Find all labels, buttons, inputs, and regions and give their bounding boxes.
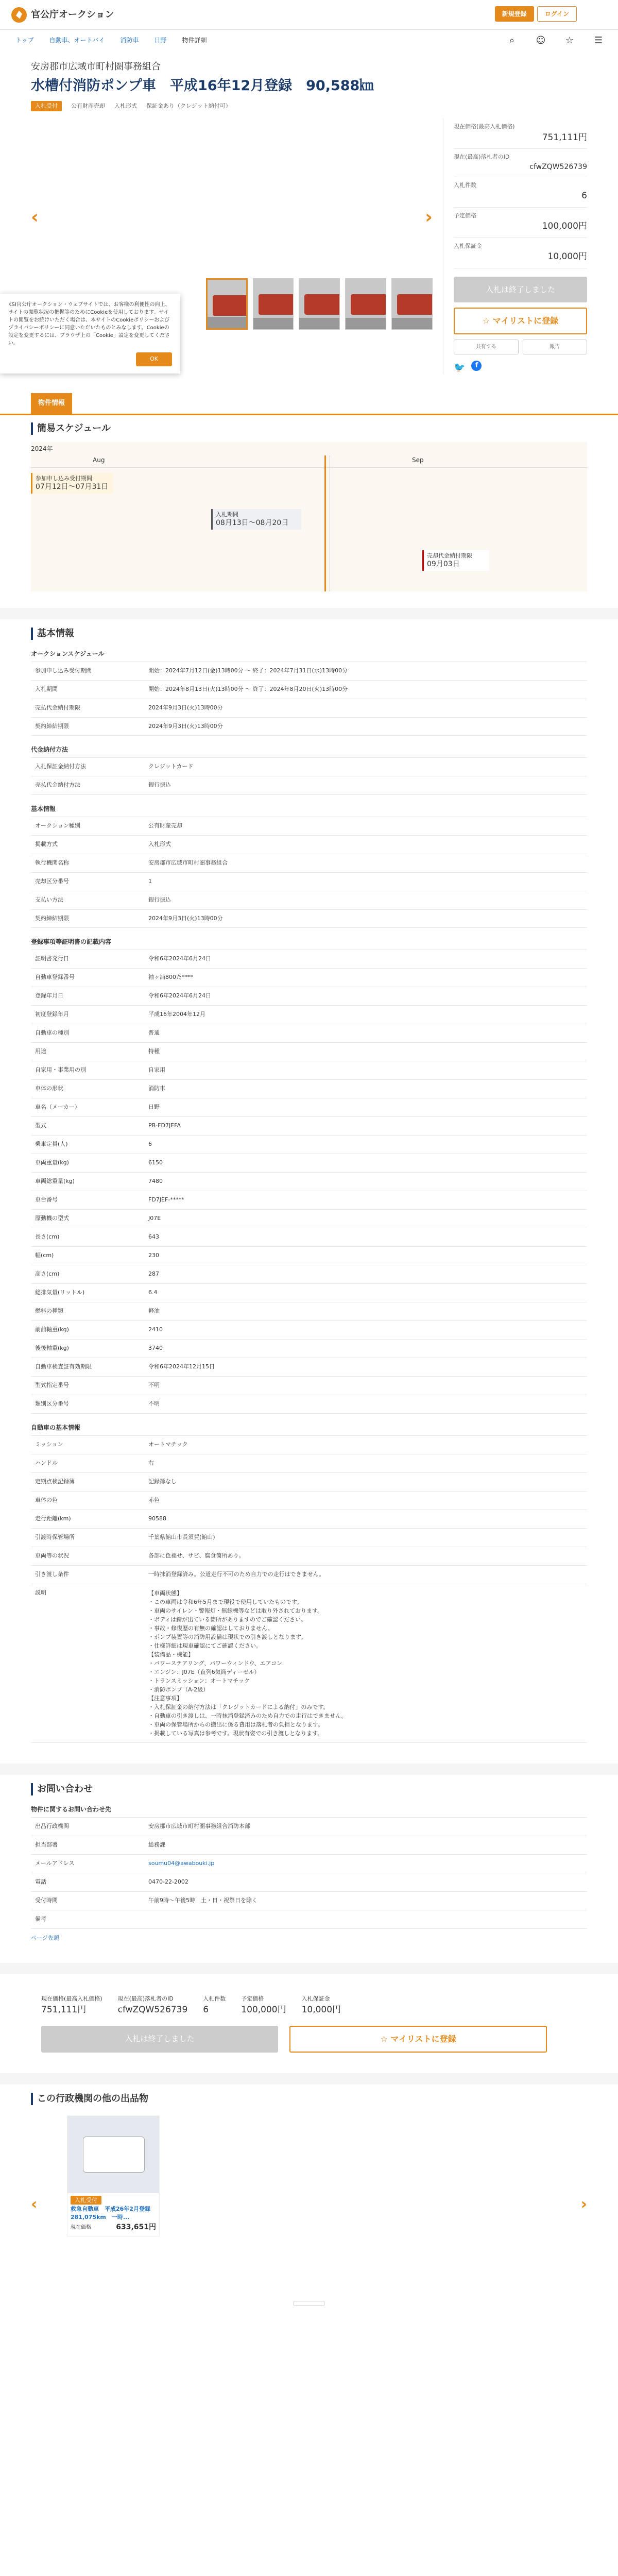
next-arrow-icon[interactable]: ›	[580, 2195, 587, 2214]
prev-arrow-icon[interactable]: ‹	[31, 207, 39, 228]
row-value: FD7JEF-*****	[144, 1191, 587, 1209]
star-icon: ☆	[380, 2034, 391, 2044]
row-value: 記録簿なし	[144, 1473, 587, 1491]
row-key: 原動機の型式	[35, 1215, 69, 1222]
table-row	[31, 1172, 587, 1191]
row-key: メールアドレス	[35, 1860, 75, 1867]
share-button[interactable]: 共有する	[454, 340, 519, 354]
row-key: 型式指定番号	[35, 1382, 69, 1388]
row-key: ミッション	[35, 1440, 63, 1448]
star-icon: ☆	[482, 316, 493, 326]
table-row	[31, 1320, 587, 1339]
row-key: 燃料の種類	[35, 1308, 63, 1314]
table-row	[31, 1191, 587, 1209]
table-row	[31, 662, 587, 680]
month-label: Sep	[412, 456, 424, 464]
schedule-item: 参加申し込み受付期間 07月12日～07月31日	[31, 473, 113, 494]
row-key: 乗車定員(人)	[35, 1141, 68, 1147]
row-key: 執行機関名称	[35, 859, 69, 866]
thumbnail[interactable]	[299, 278, 340, 330]
top-bidder-id: cfwZQW526739	[117, 2004, 188, 2015]
table-row	[31, 1873, 587, 1891]
search-icon[interactable]: ⌕	[509, 35, 515, 46]
login-button[interactable]: ログイン	[537, 6, 577, 22]
table-row	[31, 717, 587, 736]
info-group-heading: 代金納付方法	[31, 746, 68, 753]
table-row	[31, 950, 587, 968]
table-row	[31, 1472, 587, 1491]
auction-type-label: 公有財産売却	[71, 102, 105, 109]
deposit-label: 入札保証金	[454, 242, 482, 249]
row-value: 公有財産売却	[144, 817, 587, 835]
today-marker	[324, 455, 326, 591]
table-row	[31, 1005, 587, 1024]
row-key: 売却区分番号	[35, 877, 69, 885]
contact-table	[31, 1817, 587, 1929]
schedule-year: 2024年	[31, 445, 53, 452]
table-row	[31, 1209, 587, 1228]
table-row	[31, 1302, 587, 1320]
row-value: 令和6年2024年6月24日	[144, 987, 587, 1005]
table-row	[31, 835, 587, 854]
bid-count-value: 6	[581, 191, 587, 201]
row-key: 契約締結期限	[35, 914, 69, 922]
row-value: 3740	[144, 1340, 587, 1358]
table-row	[31, 699, 587, 717]
row-value: 日野	[144, 1098, 587, 1116]
table-row	[31, 1265, 587, 1283]
user-icon[interactable]: ☺	[536, 35, 546, 46]
table-row	[31, 1135, 587, 1154]
row-key: 説明	[35, 1589, 46, 1596]
row-value: 銀行振込	[144, 776, 587, 794]
row-value: 安房郡市広域市町村圏事務組合	[144, 854, 587, 872]
report-button[interactable]: 報告	[523, 340, 588, 354]
row-value: 230	[144, 1247, 587, 1265]
row-value: J07E	[144, 1210, 587, 1228]
table-row	[31, 1528, 587, 1547]
related-item-image	[67, 2116, 159, 2193]
row-value: 2410	[144, 1321, 587, 1339]
row-key: 引渡時保管場所	[35, 1533, 75, 1540]
row-value	[144, 1910, 587, 1928]
thumbnail-strip	[206, 278, 433, 330]
facebook-icon[interactable]: f	[471, 361, 482, 371]
expected-price-value: 100,000円	[542, 221, 587, 231]
row-value: 1	[144, 873, 587, 891]
row-key: 型式	[35, 1122, 46, 1129]
related-item-title: 救急自動車 平成26年2月登録 281,075km 一時...	[71, 2205, 156, 2221]
table-row	[31, 1836, 587, 1854]
table-row	[31, 1435, 587, 1454]
next-arrow-icon[interactable]: ›	[425, 207, 433, 228]
row-key: 参加申し込み受付期間	[35, 667, 92, 674]
expected-price-value: 100,000円	[241, 2004, 286, 2015]
table-row	[31, 1510, 587, 1528]
star-icon[interactable]: ☆	[565, 35, 574, 46]
table-row	[31, 1891, 587, 1910]
table-row	[31, 1547, 587, 1565]
breadcrumb-current: 物件詳細	[182, 37, 207, 44]
row-value: クレジットカード	[144, 758, 587, 776]
row-key: 長さ(cm)	[35, 1233, 60, 1240]
row-value: 消防車	[144, 1080, 587, 1098]
row-key: 出品行政機関	[35, 1823, 69, 1830]
row-key: 初度登録年月	[35, 1011, 69, 1018]
contact-heading: お問い合わせ	[31, 1783, 587, 1795]
row-key: 後後軸重(kg)	[35, 1345, 69, 1351]
related-item-card[interactable]: 入札受付 救急自動車 平成26年2月登録 281,075km 一時... 現在価格 633,651円	[67, 2115, 160, 2236]
top-bidder-label: 現在(最高)落札者のID	[454, 154, 510, 160]
row-value: 不明	[144, 1377, 587, 1395]
twitter-icon[interactable]: 🐦	[454, 362, 466, 373]
table-row	[31, 757, 587, 776]
basic-info-heading: 基本情報	[31, 628, 587, 640]
row-value: 千葉県館山市長須賀(館山)	[144, 1529, 587, 1547]
row-value: 0470-22-2002	[144, 1873, 587, 1891]
row-key: 自動車登録番号	[35, 974, 75, 980]
row-key: 売払代金納付方法	[35, 782, 80, 788]
site-name: 官公庁オークション	[31, 9, 114, 20]
table-row	[31, 1283, 587, 1302]
cookie-text: KSI官公庁オークション・ウェブサイトでは、お客様の利便性の向上、サイトの閲覧状況の把握等のためにCookieを使用しております。サイトの閲覧をお続けいただく場合は、本サイトのCookieポリシーおよびプライバシーポリシーに同意いただいたものとみなします。Cookieの設定を変更するには、ブラウザ上の「Cookie」設定を変更してください。	[8, 302, 170, 346]
table-row	[31, 872, 587, 891]
row-value: 2024年9月3日(火)13時00分	[144, 699, 587, 717]
bid-count-value: 6	[203, 2004, 209, 2015]
row-key: 車両等の状況	[35, 1552, 69, 1559]
current-price-value: 751,111円	[542, 132, 587, 143]
organization-name: 安房郡市広域市町村圏事務組合	[31, 61, 161, 72]
row-value: 入札形式	[144, 836, 587, 854]
breadcrumb-item[interactable]: トップ	[15, 37, 34, 44]
top-bidder-id: cfwZQW526739	[529, 162, 587, 171]
row-value: 令和6年2024年6月24日	[144, 950, 587, 968]
row-key: 類別区分番号	[35, 1400, 69, 1407]
deposit-value: 10,000円	[301, 2004, 341, 2015]
deposit-value: 10,000円	[547, 251, 587, 262]
table-row	[31, 1116, 587, 1135]
row-value: 6	[144, 1136, 587, 1154]
table-row	[31, 1154, 587, 1172]
row-key: 登録年月日	[35, 992, 63, 999]
row-key: 備考	[35, 1916, 46, 1923]
row-value: 安房郡市広域市町村圏事務組合消防本部	[144, 1818, 587, 1836]
row-key: 総排気量(リットル)	[35, 1289, 85, 1296]
related-item-price: 633,651円	[116, 2223, 156, 2231]
row-key: 電話	[35, 1878, 46, 1886]
row-key: 高さ(cm)	[35, 1270, 60, 1277]
table-row	[31, 1024, 587, 1042]
row-value: 銀行振込	[144, 891, 587, 909]
tab-bar	[0, 393, 618, 415]
table-row	[31, 1454, 587, 1472]
row-key: 車両総重量(kg)	[35, 1178, 75, 1184]
basic-info-table	[31, 649, 587, 1743]
cookie-banner	[0, 294, 180, 374]
schedule-timeline	[31, 442, 587, 591]
row-value: 6150	[144, 1154, 587, 1172]
table-row	[31, 1854, 587, 1873]
row-value: 開始：2024年7月12日(金)13時00分 ～ 終了：2024年7月31日(水)13時00分	[144, 662, 587, 680]
bid-closed-button: 入札は終了しました	[41, 2026, 278, 2053]
bid-closed-button: 入札は終了しました	[454, 277, 587, 303]
row-value: 赤色	[144, 1492, 587, 1510]
deposit-label: 保証金あり（クレジット納付可）	[146, 102, 231, 109]
site-logo[interactable]	[11, 7, 114, 23]
page-title: 水槽付消防ポンプ車 平成16年12月登録 90,588㎞	[31, 78, 374, 94]
bottom-bid-summary: 現在価格(最高入札価格) 751,111円 現在(最高)落札者のID cfwZQW526739 入札件数 6 予定価格 100,000円 入札保証金 10,000円	[31, 1995, 587, 2016]
row-key: 支払い方法	[35, 896, 63, 903]
table-row	[31, 680, 587, 699]
row-value: 令和6年2024年12月15日	[144, 1358, 587, 1376]
table-row	[31, 854, 587, 872]
table-row	[31, 1491, 587, 1510]
row-value: 6.4	[144, 1284, 587, 1302]
header-icons	[504, 35, 607, 46]
row-key: オークション種別	[35, 822, 80, 829]
row-key: 自動車の種別	[35, 1029, 69, 1036]
row-key: 定期点検記録簿	[35, 1478, 75, 1485]
row-key: 引き渡し条件	[35, 1570, 69, 1578]
breadcrumb-item[interactable]: 日野	[154, 37, 167, 44]
row-value: 287	[144, 1265, 587, 1283]
row-value: 643	[144, 1228, 587, 1246]
table-row	[31, 1339, 587, 1358]
table-row	[31, 1042, 587, 1061]
row-value: 軽油	[144, 1302, 587, 1320]
thumbnail[interactable]	[206, 278, 248, 330]
row-value: 2024年9月3日(火)13時00分	[144, 910, 587, 928]
row-key: 用途	[35, 1048, 46, 1055]
logo-icon	[11, 7, 27, 23]
row-key: 車名（メーカー）	[35, 1104, 80, 1110]
row-value: 自家用	[144, 1061, 587, 1079]
info-group-heading: オークションスケジュール	[31, 650, 105, 657]
thumbnail[interactable]	[391, 278, 433, 330]
table-row	[31, 817, 587, 835]
add-mylist-button[interactable]: ☆ マイリストに登録	[454, 308, 587, 334]
row-value: 開始：2024年8月13日(火)13時00分 ～ 終了：2024年8月20日(火)13時00分	[144, 681, 587, 699]
row-value: 特種	[144, 1043, 587, 1061]
table-row	[31, 1910, 587, 1929]
schedule-item: 入札期間 08月13日～08月20日	[211, 509, 301, 530]
table-row	[31, 1376, 587, 1395]
row-key: 担当部署	[35, 1841, 58, 1849]
row-value: 90588	[144, 1510, 587, 1528]
register-button[interactable]: 新規登録	[495, 6, 534, 22]
tab-item-info[interactable]: 物件情報	[31, 393, 72, 414]
row-key: 契約締結期限	[35, 722, 69, 730]
row-key: 受付時間	[35, 1897, 58, 1904]
current-price-label: 現在価格(最高入札価格)	[454, 123, 515, 130]
month-label: Aug	[93, 456, 105, 464]
row-key: 車体の形状	[35, 1085, 63, 1092]
add-mylist-button[interactable]: ☆ マイリストに登録	[289, 2026, 547, 2053]
table-row	[31, 987, 587, 1005]
related-carousel	[31, 2115, 587, 2291]
cookie-ok-button[interactable]: OK	[136, 352, 172, 366]
table-row	[31, 1817, 587, 1836]
row-key: 売払代金納付期限	[35, 704, 80, 711]
row-key: 幅(cm)	[35, 1252, 54, 1259]
breadcrumb-item[interactable]: 消防車	[120, 37, 139, 44]
status-badge: 入札受付	[31, 101, 62, 112]
row-value: 右	[144, 1454, 587, 1472]
schedule-item: 売却代金納付期限 09月03日	[422, 550, 489, 571]
schedule-heading: 簡易スケジュール	[31, 422, 587, 435]
expected-price-label: 予定価格	[454, 212, 476, 219]
row-key: 車体の色	[35, 1496, 58, 1503]
site-header	[0, 0, 618, 30]
row-value: 普通	[144, 1024, 587, 1042]
row-key: 掲載方式	[35, 840, 58, 848]
row-value: 総務課	[144, 1836, 587, 1854]
row-value: 一時抹消登録済み。公道走行不可のため自力での走行はできません。	[144, 1566, 587, 1584]
prev-arrow-icon[interactable]: ‹	[31, 2195, 38, 2214]
row-value: 平成16年2004年12月	[144, 1006, 587, 1024]
status-badge: 入札受付	[71, 2196, 101, 2205]
bid-format-label: 入札形式	[114, 102, 137, 109]
thumbnail[interactable]	[345, 278, 386, 330]
table-row	[31, 1358, 587, 1376]
related-heading: この行政機関の他の出品物	[31, 2093, 587, 2105]
bid-panel	[443, 118, 587, 375]
info-group-heading: 登録事項等証明書の記載内容	[31, 938, 112, 945]
table-row	[31, 1565, 587, 1584]
table-row	[31, 1098, 587, 1116]
table-row	[31, 1079, 587, 1098]
row-key: 車両重量(kg)	[35, 1159, 69, 1166]
table-row	[31, 1584, 587, 1743]
table-row	[31, 776, 587, 795]
row-key: 自動車検査証有効期限	[35, 1363, 92, 1370]
row-value: PB-FD7JEFA	[144, 1117, 587, 1135]
row-key: 前前軸重(kg)	[35, 1326, 69, 1333]
table-row	[31, 1246, 587, 1265]
row-value: 2024年9月3日(火)13時00分	[144, 718, 587, 736]
contact-group-heading: 物件に関するお問い合わせ先	[31, 1806, 112, 1814]
row-key: 車台番号	[35, 1196, 58, 1203]
thumbnail[interactable]	[253, 278, 294, 330]
row-value: 袖ヶ浦800た****	[144, 969, 587, 987]
row-value: 午前9時～午後5時 土・日・祝祭日を除く	[144, 1892, 587, 1910]
image-gallery	[8, 118, 433, 375]
row-value[interactable]: soumu04@awabouki.jp	[144, 1855, 587, 1873]
table-row	[31, 1395, 587, 1414]
table-row	[31, 891, 587, 909]
table-row	[31, 909, 587, 928]
info-group-heading: 基本情報	[31, 805, 56, 812]
row-key: 自家用・事業用の別	[35, 1066, 86, 1073]
table-row	[31, 1061, 587, 1079]
row-key: 証明書発行日	[35, 955, 69, 962]
menu-icon[interactable]: ☰	[594, 35, 603, 46]
row-key: 入札期間	[35, 685, 58, 692]
page-top-link[interactable]: ページ先頭	[31, 1934, 59, 1941]
row-value: 各部に色褪せ、サビ、腐食箇所あり。	[144, 1547, 587, 1565]
table-row	[31, 1228, 587, 1246]
row-key: ハンドル	[35, 1459, 58, 1466]
breadcrumb-item[interactable]: 自動車、オートバイ	[49, 37, 105, 44]
row-key: 走行距離(km)	[35, 1515, 71, 1522]
bid-count-label: 入札件数	[454, 181, 476, 189]
carousel-indicator	[294, 2301, 324, 2306]
row-value: 7480	[144, 1173, 587, 1191]
row-key: 入札保証金納付方法	[35, 763, 86, 770]
row-value: 不明	[144, 1395, 587, 1413]
row-value: 【車両状態】 ・この車両は令和6年5月まで現役で使用していたものです。 ・車両のサイレン・警報灯・無線機等などは取り外されております。 ・ボディは錆が出ている箇所がありますのでご確認ください。 ・事故・修復歴の有無の確認はしておりません。 ・ポンプ装置等の消防用設備は現状での引き渡しとなります。 ・仕様詳細は現車確認にてご確認ください。 【装備品・機能】 ・パワーステアリング、パワーウィンドウ、エアコン ・エンジン：J07E（直列6気筒ディーゼル） ・トランスミッション：オートマチック ・消防ポンプ（A-2級） 【注意事項】 ・入札保証金の納付方法は「クレジットカードによる納付」のみです。 ・自動車の引き渡しは、一時抹消登録済みのため自力での走行はできません。 ・車両の保管場所からの搬出に係る費用は落札者の負担となります。 ・掲載している写真は参考です。現状有姿での引き渡しとなります。	[144, 1584, 587, 1743]
table-row	[31, 968, 587, 987]
row-value: オートマチック	[144, 1436, 587, 1454]
info-group-heading: 自動車の基本情報	[31, 1423, 81, 1431]
current-price-value: 751,111円	[41, 2004, 87, 2015]
